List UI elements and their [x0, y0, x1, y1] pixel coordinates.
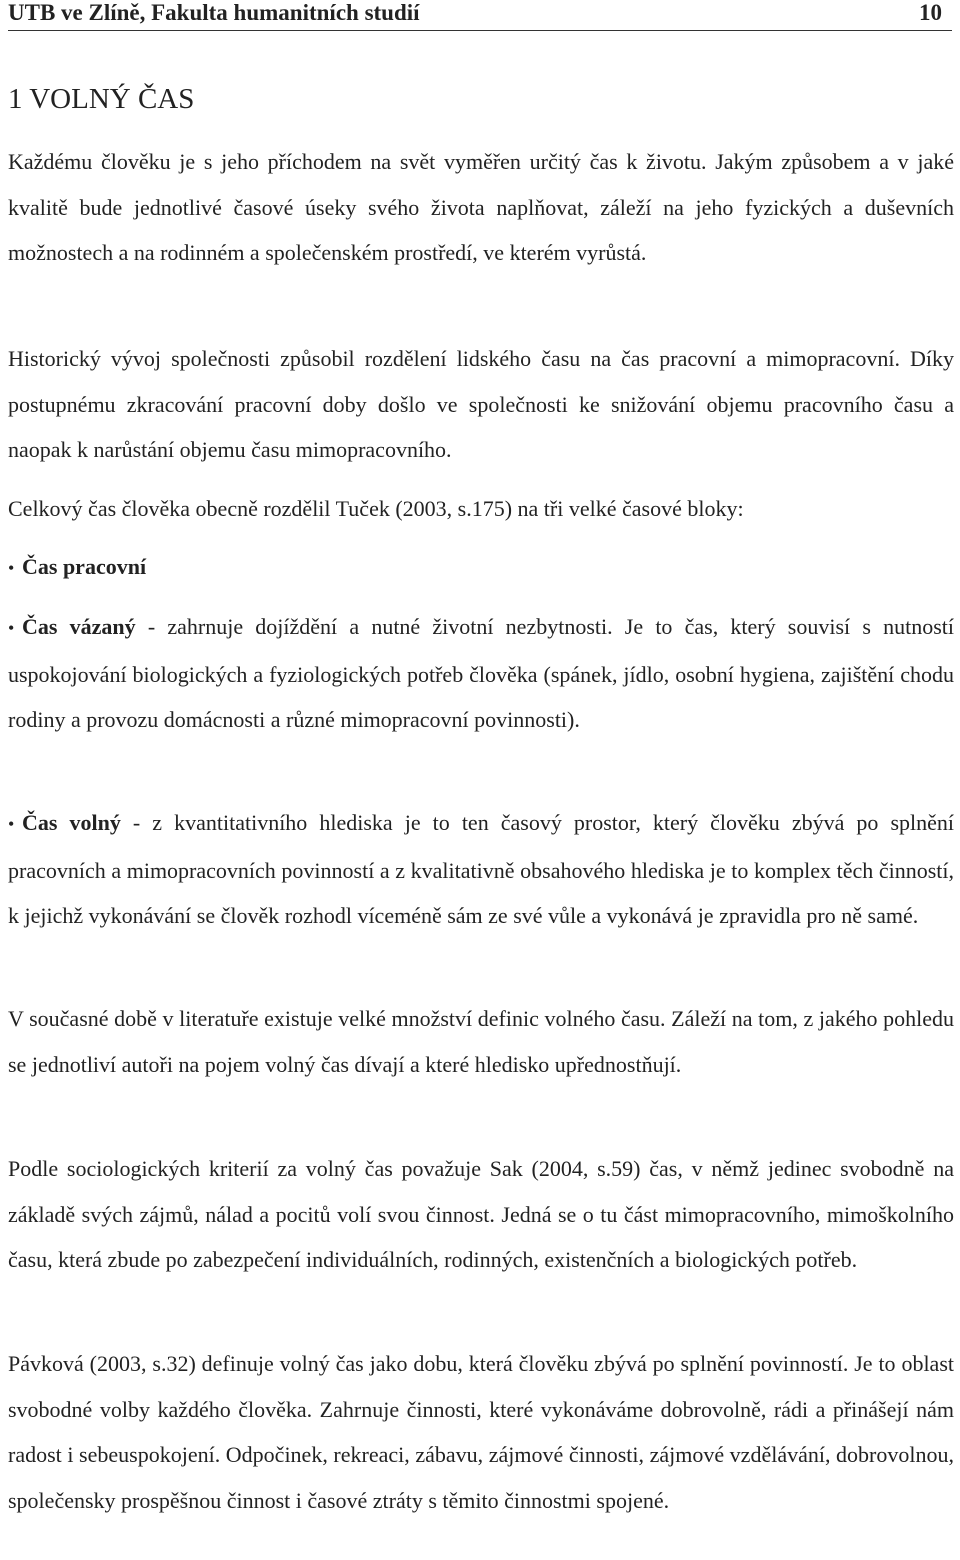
- bullet-text: - z kvantitativního hlediska je to ten časový prostor, který člověku zbývá po splnění pracovních a mimopracovních povinností a z kvalitativně obsahového hlediska je to komplex těch činností, k jejichž vykonávání se člověk rozhodl víceméně sám ze své vůle a vykonává je zpravidla pro ně samé.: [8, 810, 955, 928]
- bullet-icon: •: [8, 814, 15, 834]
- paragraph-sak: Podle sociologických kriterií za volný čas považuje Sak (2004, s.59) čas, v němž jedinec svobodně na základě svých zájmů, nálad a pocitů volí svou činnost. Jedná se o tu část mimopracovního, mimoškolního času, která zbude po zabezpečení individuálních, rodinných, existenčních a biologických potřeb.: [8, 1156, 954, 1272]
- chapter-title: 1 VOLNÝ ČAS: [8, 83, 195, 115]
- paragraph-intro: Každému člověku je s jeho příchodem na svět vyměřen určitý čas k životu. Jakým způsobem a v jaké kvalitě bude jednotlivé časové úseky svého života naplňovat, záleží na jeho fyzických a duševních možnostech a na rodinném a společenském prostředí, ve kterém vyrůstá.: [8, 149, 954, 265]
- bullet-icon: •: [8, 558, 15, 578]
- bullet-icon: •: [8, 618, 15, 638]
- paragraph-time-blocks: Celkový čas člověka obecně rozdělil Tuček (2003, s.175) na tři velké časové bloky:: [8, 496, 744, 521]
- paragraph-definitions: V současné době v literatuře existuje velké množství definic volného času. Záleží na tom, z jakého pohledu se jednotliví autoři na pojem volný čas dívají a které hledisko upřednostňují.: [8, 1006, 954, 1077]
- bullet-term: Čas pracovní: [22, 554, 147, 579]
- running-header: [8, 0, 952, 31]
- bullet-item-free-time: [8, 800, 954, 939]
- bullet-item-work-time: [8, 544, 954, 592]
- bullet-term: Čas volný: [22, 810, 121, 835]
- paragraph-pavkova: Pávková (2003, s.32) definuje volný čas jako dobu, která člověku zbývá po splnění povinností. Je to oblast svobodné volby každého člověka. Zahrnuje činnosti, které vykonáváme dobrovolně, rádi a přinášejí nám radost i sebeuspokojení. Odpočinek, rekreaci, zábavu, zájmové činnosti, zájmové vzdělávání, dobrovolnou, společensky prospěšnou činnost i časové ztráty s těmito činnostmi spojené.: [8, 1351, 954, 1513]
- page-number: 10: [919, 0, 942, 25]
- paragraph-history: Historický vývoj společnosti způsobil rozdělení lidského času na čas pracovní a mimopracovní. Díky postupnému zkracování pracovní doby došlo ve společnosti ke snižování objemu pracovního času a naopak k narůstání objemu času mimopracovního.: [8, 346, 954, 462]
- bullet-item-bound-time: [8, 604, 954, 743]
- bullet-text: - zahrnuje dojíždění a nutné životní nezbytnosti. Je to čas, který souvisí s nutností uspokojování biologických a fyziologických potřeb člověka (spánek, jídlo, osobní hygiena, zajištění chodu rodiny a provozu domácnosti a různé mimopracovní povinnosti).: [8, 614, 955, 732]
- header-institution: UTB ve Zlíně, Fakulta humanitních studií: [8, 0, 420, 25]
- bullet-term: Čas vázaný: [22, 614, 136, 639]
